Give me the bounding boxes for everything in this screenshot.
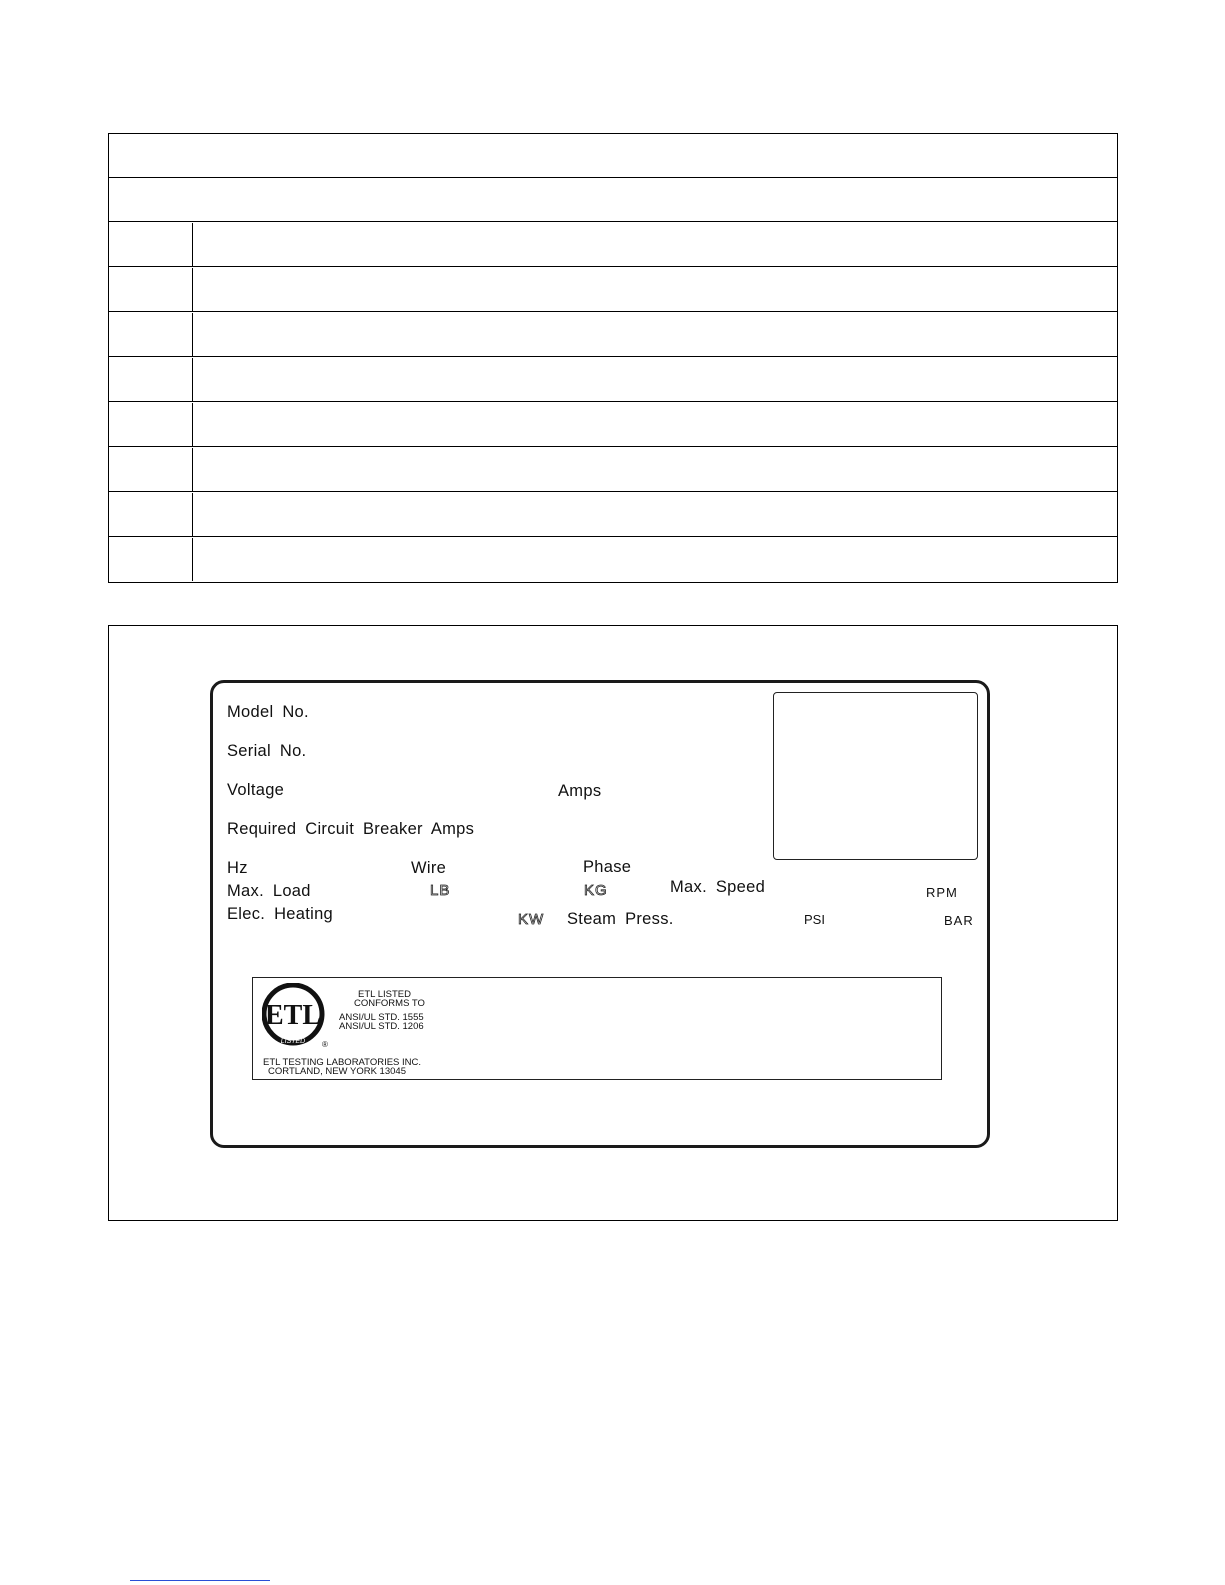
- table-cell-value: [193, 538, 1117, 581]
- bar-unit: BAR: [944, 913, 974, 928]
- etl-lab-address: CORTLAND, NEW YORK 13045: [268, 1066, 406, 1077]
- steam-press-label: Steam Press.: [567, 910, 674, 928]
- table-cell-label: [109, 268, 193, 311]
- table-cell-value: [193, 358, 1117, 401]
- table-cell-value: [193, 403, 1117, 446]
- etl-registered-mark: ®: [322, 1040, 328, 1049]
- table-row: [109, 268, 1117, 312]
- table-header-row: [109, 178, 1117, 222]
- table-cell-value: [193, 268, 1117, 311]
- etl-logo-ring-text: LISTED: [280, 1038, 306, 1045]
- table-row: [109, 538, 1117, 581]
- lb-unit: LB: [430, 882, 451, 899]
- wire-label: Wire: [411, 859, 447, 877]
- etl-logo-text: ETL: [264, 1000, 322, 1031]
- elec-heating-label: Elec. Heating: [227, 905, 334, 923]
- table-cell-label: [109, 538, 193, 581]
- table-row: [109, 403, 1117, 447]
- rpm-unit: RPM: [926, 885, 958, 900]
- voltage-label: Voltage: [227, 781, 285, 799]
- psi-unit: PSI: [804, 912, 825, 927]
- table-row: [109, 313, 1117, 357]
- table-cell-label: [109, 493, 193, 536]
- etl-standard-1: ANSI/UL STD. 1555: [339, 1012, 424, 1023]
- table-cell-label: [109, 448, 193, 491]
- table-cell-value: [193, 223, 1117, 266]
- etl-listed-logo: [262, 983, 334, 1049]
- record-table: [108, 133, 1118, 583]
- etl-standard-2: ANSI/UL STD. 1206: [339, 1021, 424, 1032]
- table-cell-label: [109, 223, 193, 266]
- table-cell-value: [193, 313, 1117, 356]
- amps-label: Amps: [558, 782, 602, 800]
- table-cell-label: [109, 403, 193, 446]
- max-speed-label: Max. Speed: [670, 878, 766, 896]
- serial-no-label: Serial No.: [227, 742, 307, 760]
- table-cell-label: [109, 358, 193, 401]
- etl-listed-text: ETL LISTED: [358, 989, 411, 1000]
- model-no-label: Model No.: [227, 703, 309, 721]
- table-header-row: [109, 134, 1117, 178]
- kw-unit: KW: [518, 911, 545, 928]
- table-cell-value: [193, 493, 1117, 536]
- footer-link-underline[interactable]: [130, 1580, 270, 1581]
- table-row: [109, 448, 1117, 492]
- table-cell-label: [109, 313, 193, 356]
- max-load-label: Max. Load: [227, 882, 311, 900]
- etl-lab-name: ETL TESTING LABORATORIES INC.: [263, 1057, 422, 1068]
- phase-label: Phase: [583, 858, 632, 876]
- table-cell-value: [193, 448, 1117, 491]
- kg-unit: KG: [584, 882, 608, 899]
- table-row: [109, 223, 1117, 267]
- breaker-label: Required Circuit Breaker Amps: [227, 820, 475, 838]
- etl-conforms-text: CONFORMS TO: [354, 998, 425, 1009]
- table-row: [109, 358, 1117, 402]
- nameplate-logo-area: [773, 692, 978, 860]
- hz-label: Hz: [227, 859, 248, 877]
- table-row: [109, 493, 1117, 537]
